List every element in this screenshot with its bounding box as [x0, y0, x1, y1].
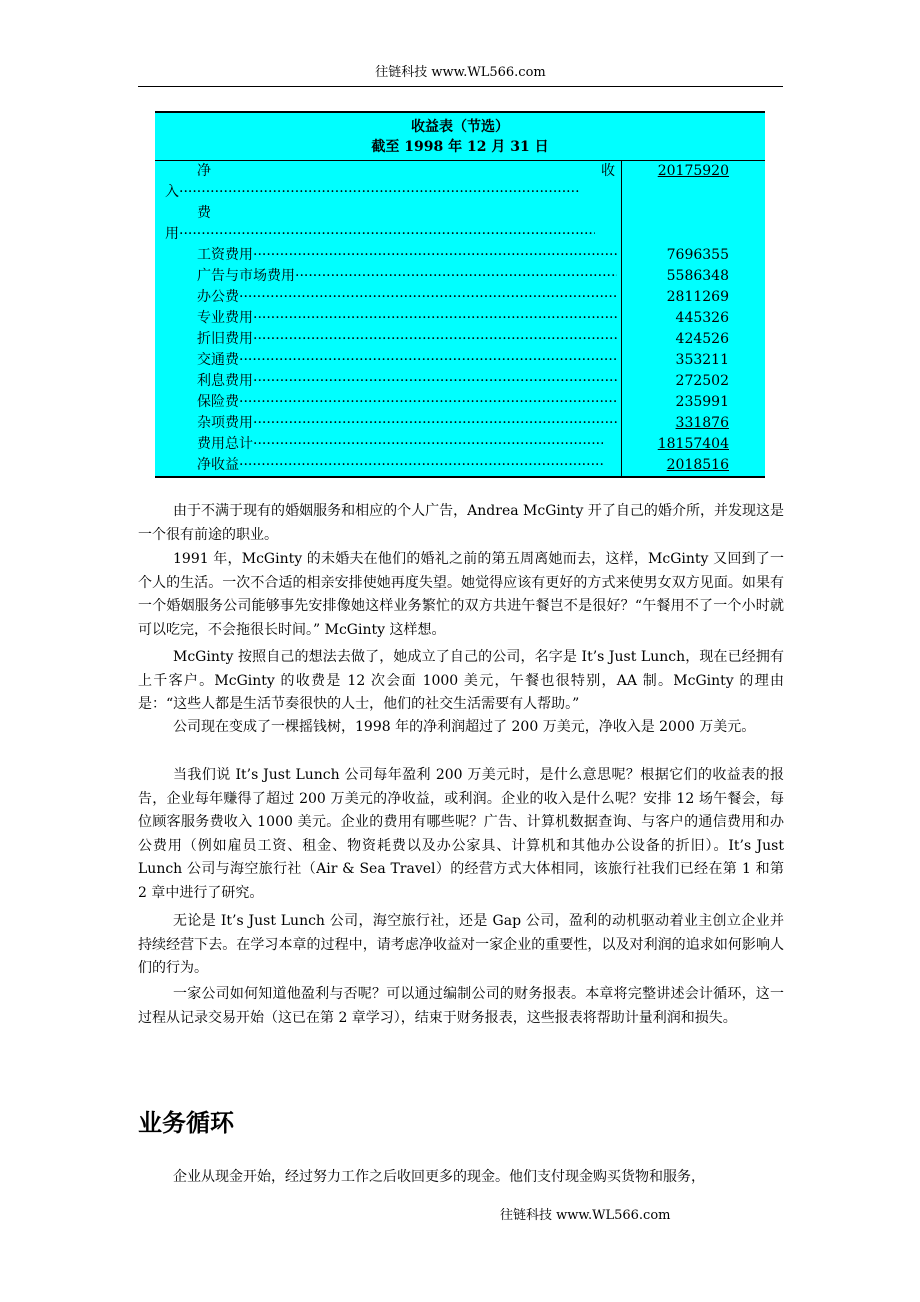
leader-dots	[253, 329, 617, 350]
item-value: 424526	[675, 331, 729, 347]
revenue-value-row	[622, 161, 765, 182]
item-label-row	[155, 287, 621, 308]
item-value: 2811269	[666, 289, 729, 305]
page-header: 往链科技 www.WL566.com	[375, 65, 546, 80]
item-label-row	[155, 371, 621, 392]
page-footer: 往链科技 www.WL566.com	[500, 1208, 671, 1223]
leader-dots	[253, 434, 603, 455]
body-paragraph: 由于不满于现有的婚姻服务和相应的个人广告，Andrea McGinty 开了自己的婚介所，并发现这是一个很有前途的职业。	[138, 503, 784, 543]
leader-dots	[179, 224, 595, 245]
body-paragraph: 一家公司如何知道他盈利与否呢？可以通过编制公司的财务报表。本章将完整讲述会计循环，这一过程从记录交易开始（这已在第 2 章学习），结束于财务报表，这些报表将帮助计量利润和损失。	[138, 986, 784, 1026]
revenue-label-c: 入	[165, 184, 179, 200]
label-column	[155, 161, 622, 476]
expense-label-row	[155, 203, 621, 224]
item-value: 353211	[675, 352, 729, 368]
item-label-row	[155, 329, 621, 350]
leader-dots	[239, 455, 603, 476]
expense-label-row-2	[155, 224, 621, 245]
item-label: 办公费	[197, 289, 239, 305]
net-label-row	[155, 455, 621, 476]
revenue-label-b: 收	[601, 163, 615, 179]
net-income-value: 2018516	[666, 457, 729, 473]
item-label-row	[155, 308, 621, 329]
item-label: 杂项费用	[197, 415, 253, 431]
item-label: 保险费	[197, 394, 239, 410]
revenue-label-a: 净	[197, 163, 211, 179]
total-label: 费用总计	[197, 436, 253, 452]
leader-dots	[239, 350, 617, 371]
item-value-row	[622, 413, 765, 434]
income-statement-table	[155, 111, 765, 478]
leader-dots	[253, 245, 617, 266]
item-label: 利息费用	[197, 373, 253, 389]
body-paragraph: 无论是 It’s Just Lunch 公司，海空旅行社，还是 Gap 公司，盈利的动机驱动着业主创立企业并持续经营下去。在学习本章的过程中，请考虑净收益对一家企业的重要性，以及对利润的追求如何影响人们的行为。	[138, 913, 784, 976]
item-value: 235991	[675, 394, 729, 410]
item-label-row	[155, 413, 621, 434]
body-paragraph: 1991 年，McGinty 的未婚夫在他们的婚礼之前的第五周离她而去，这样，McGinty 又回到了一个人的生活。一次不合适的相亲安排使她再度失望。她觉得应该有更好的方式来使男女双方见面。如果有一个婚姻服务公司能够事先安排像她这样业务繁忙的双方共进午餐岂不是很好？“午餐用不了一个小时就可以吃完，不会拖很长时间。” McGinty 这样想。	[138, 551, 784, 638]
item-value: 7696355	[666, 247, 729, 263]
body-paragraph: 公司现在变成了一棵摇钱树，1998 年的净利润超过了 200 万美元，净收入是 2000 万美元。	[173, 719, 756, 735]
leader-dots	[295, 266, 617, 287]
revenue-label-row-2	[155, 182, 621, 203]
total-label-row	[155, 434, 621, 455]
body-paragraph: 企业从现金开始，经过努力工作之后收回更多的现金。他们支付现金购买货物和服务，	[173, 1169, 705, 1185]
table-header	[155, 113, 765, 161]
body-paragraph: 当我们说 It’s Just Lunch 公司每年盈利 200 万美元时，是什么意思呢？根据它们的收益表的报告，企业每年赚得了超过 200 万美元的净收益，或利润。企业的收入是什么呢？安排 12 场午餐会，每位顾客服务费收入 1000 美元。企业的费用有哪些呢？广告、计算机数据查询、与客户的通信费用和办公费用（例如雇员工资、租金、物资耗费以及办公家具、计算机和其他办公设备的折旧）。It’s Just Lunch 公司与海空旅行社（Air & Sea Travel）的经营方式大体相同，该旅行社我们已经在第 1 和第 2 章中进行了研究。	[138, 767, 784, 901]
total-value: 18157404	[657, 436, 729, 452]
item-value: 331876	[675, 415, 729, 431]
body-paragraph: McGinty 按照自己的想法去做了，她成立了自己的公司，名字是 It’s Just Lunch，现在已经拥有上千客户。McGinty 的收费是 12 次会面 1000 美元，午餐也很特别，AA 制。McGinty 的理由是：“这些人都是生活节奏很快的人士，他们的社交生活需要有人帮助。”	[138, 649, 784, 712]
section-heading: 业务循环	[138, 1109, 234, 1137]
net-value-row	[622, 455, 765, 476]
item-label-row	[155, 350, 621, 371]
item-label: 折旧费用	[197, 331, 253, 347]
leader-dots	[253, 308, 617, 329]
leader-dots	[253, 413, 617, 434]
revenue-label-row	[155, 161, 621, 182]
blank-row	[622, 224, 765, 245]
total-value-row	[622, 434, 765, 455]
header-divider	[138, 86, 783, 87]
item-value: 272502	[675, 373, 729, 389]
item-label-row	[155, 392, 621, 413]
leader-dots	[179, 182, 579, 203]
item-label-row	[155, 266, 621, 287]
revenue-value: 20175920	[657, 163, 729, 179]
table-title: 收益表（节选）	[411, 119, 509, 135]
item-label-row	[155, 245, 621, 266]
table-subtitle: 截至 1998 年 12 月 31 日	[371, 139, 549, 155]
value-column	[622, 161, 765, 476]
expense-label-a: 费	[197, 205, 211, 221]
item-label: 交通费	[197, 352, 239, 368]
expense-label-b: 用	[165, 226, 179, 242]
item-label: 专业费用	[197, 310, 253, 326]
leader-dots	[239, 287, 617, 308]
item-label: 工资费用	[197, 247, 253, 263]
leader-dots	[253, 371, 617, 392]
blank-row	[622, 203, 765, 224]
blank-row	[622, 182, 765, 203]
leader-dots	[239, 392, 617, 413]
item-value: 5586348	[666, 268, 729, 284]
item-value: 445326	[675, 310, 729, 326]
net-income-label: 净收益	[197, 457, 239, 473]
item-label: 广告与市场费用	[197, 268, 295, 284]
